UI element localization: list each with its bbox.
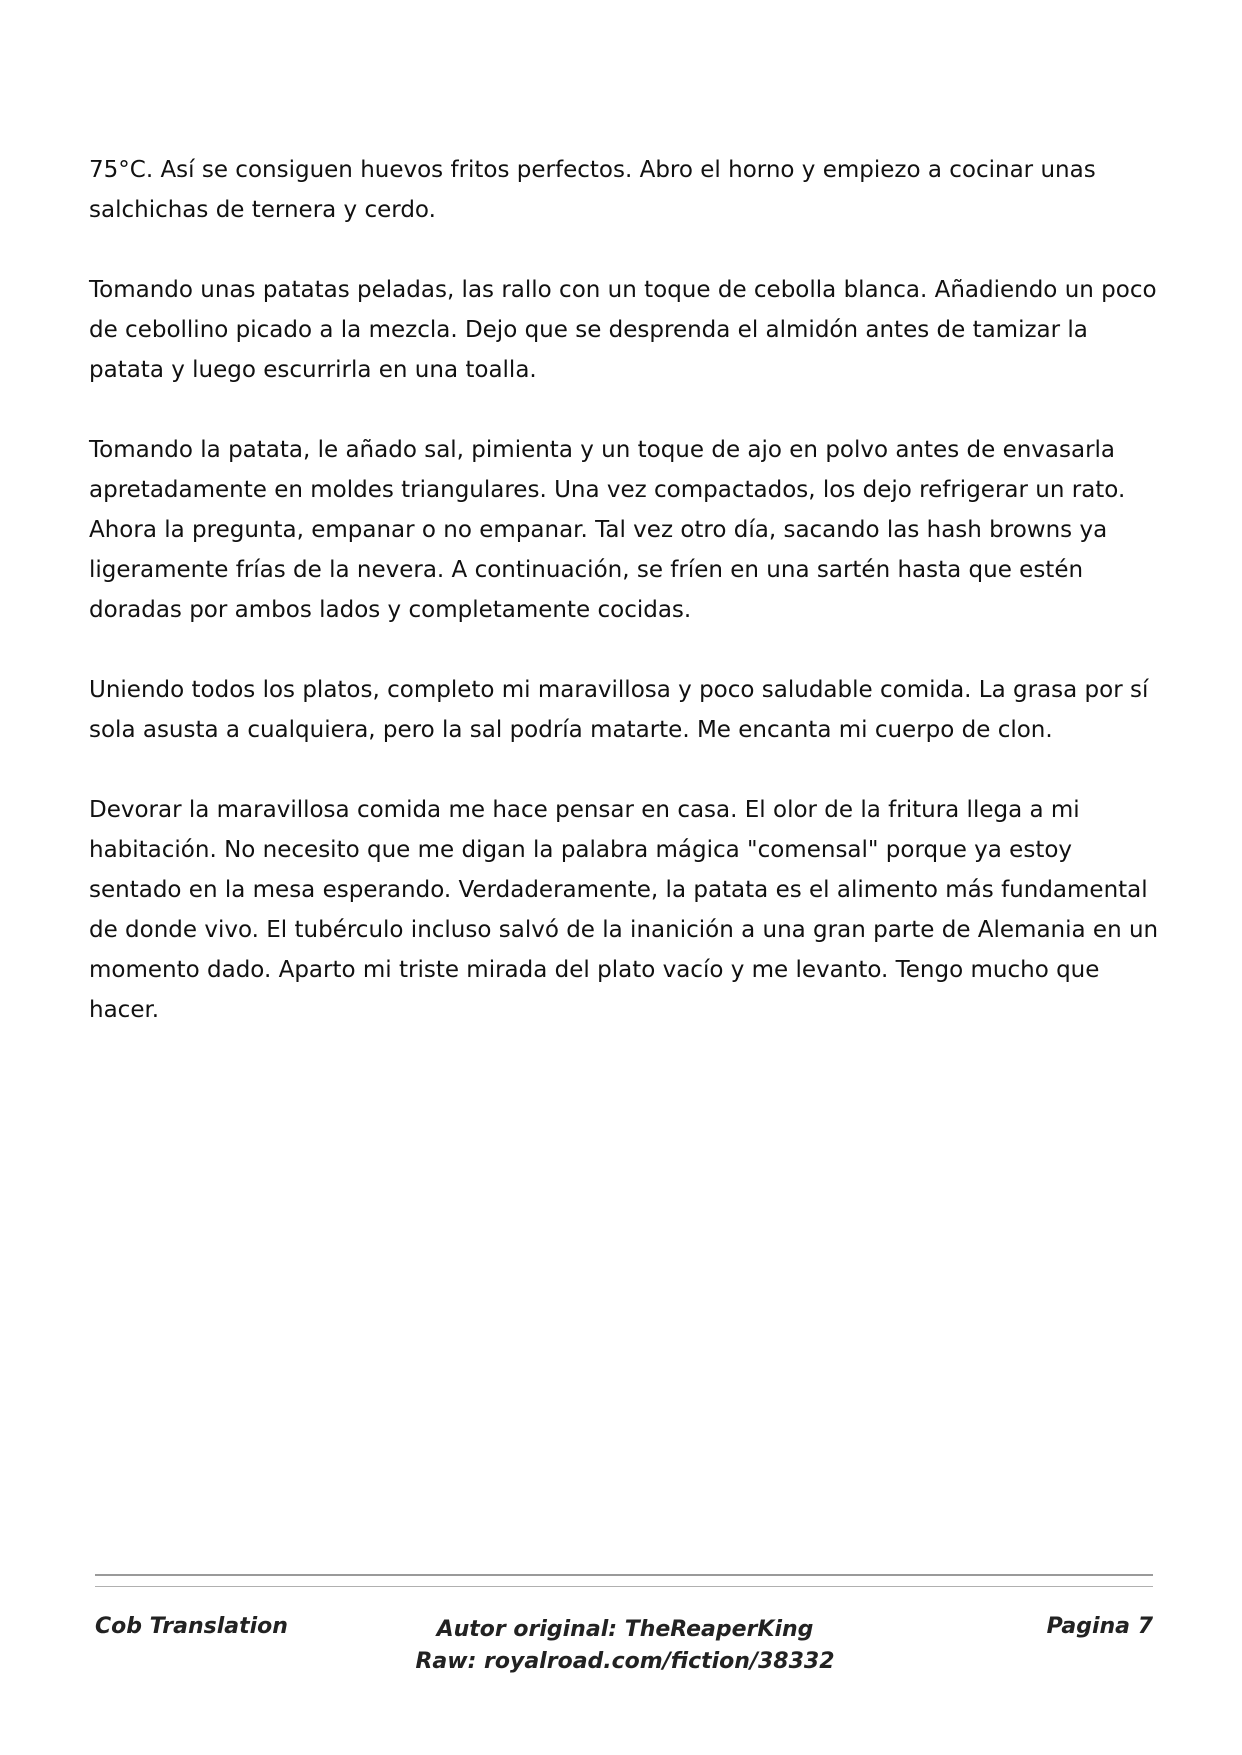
page-number: Pagina 7 [1046,1614,1153,1639]
paragraph: Tomando la patata, le añado sal, pimienta y un toque de ajo en polvo antes de envasarla apretadamente en moldes triangulares. Una vez compactados, los dejo refrigerar un rato. Ahora la pregunta, empanar o no empanar. Tal vez otro día, sacando las hash browns ya ligeramente frías de la nevera. A continuación, se fríen en una sartén hasta que estén doradas por ambos lados y completamente cocidas. [89,437,1126,623]
footer-credits [295,1614,955,1678]
page-footer [95,1614,1153,1694]
footer-translator: Cob Translation [95,1614,288,1639]
paragraph: Devorar la maravillosa comida me hace pensar en casa. El olor de la fritura llega a mi habitación. No necesito que me digan la palabra mágica "comensal" porque ya estoy sentado en la mesa esperando. Verdaderamente, la patata es el alimento más fundamental de donde vivo. El tubérculo incluso salvó de la inanición a una gran parte de Alemania en un momento dado. Aparto mi triste mirada del plato vacío y me levanto. Tengo mucho que hacer. [89,797,1159,1023]
body-text [89,150,1159,1070]
footer-raw-source: Raw: royalroad.com/fiction/38332 [415,1649,835,1674]
footer-divider-secondary [95,1586,1153,1587]
paragraph: Tomando unas patatas peladas, las rallo con un toque de cebolla blanca. Añadiendo un poco de cebollino picado a la mezcla. Dejo que se desprenda el almidón antes de tamizar la patata y luego escurrirla en una toalla. [89,277,1157,383]
footer-author: Autor original: TheReaperKing [436,1617,814,1642]
paragraph: 75°C. Así se consiguen huevos fritos perfectos. Abro el horno y empiezo a cocinar unas salchichas de ternera y cerdo. [89,157,1096,223]
footer-divider [95,1574,1153,1576]
paragraph: Uniendo todos los platos, completo mi maravillosa y poco saludable comida. La grasa por sí sola asusta a cualquiera, pero la sal podría matarte. Me encanta mi cuerpo de clon. [89,677,1149,743]
